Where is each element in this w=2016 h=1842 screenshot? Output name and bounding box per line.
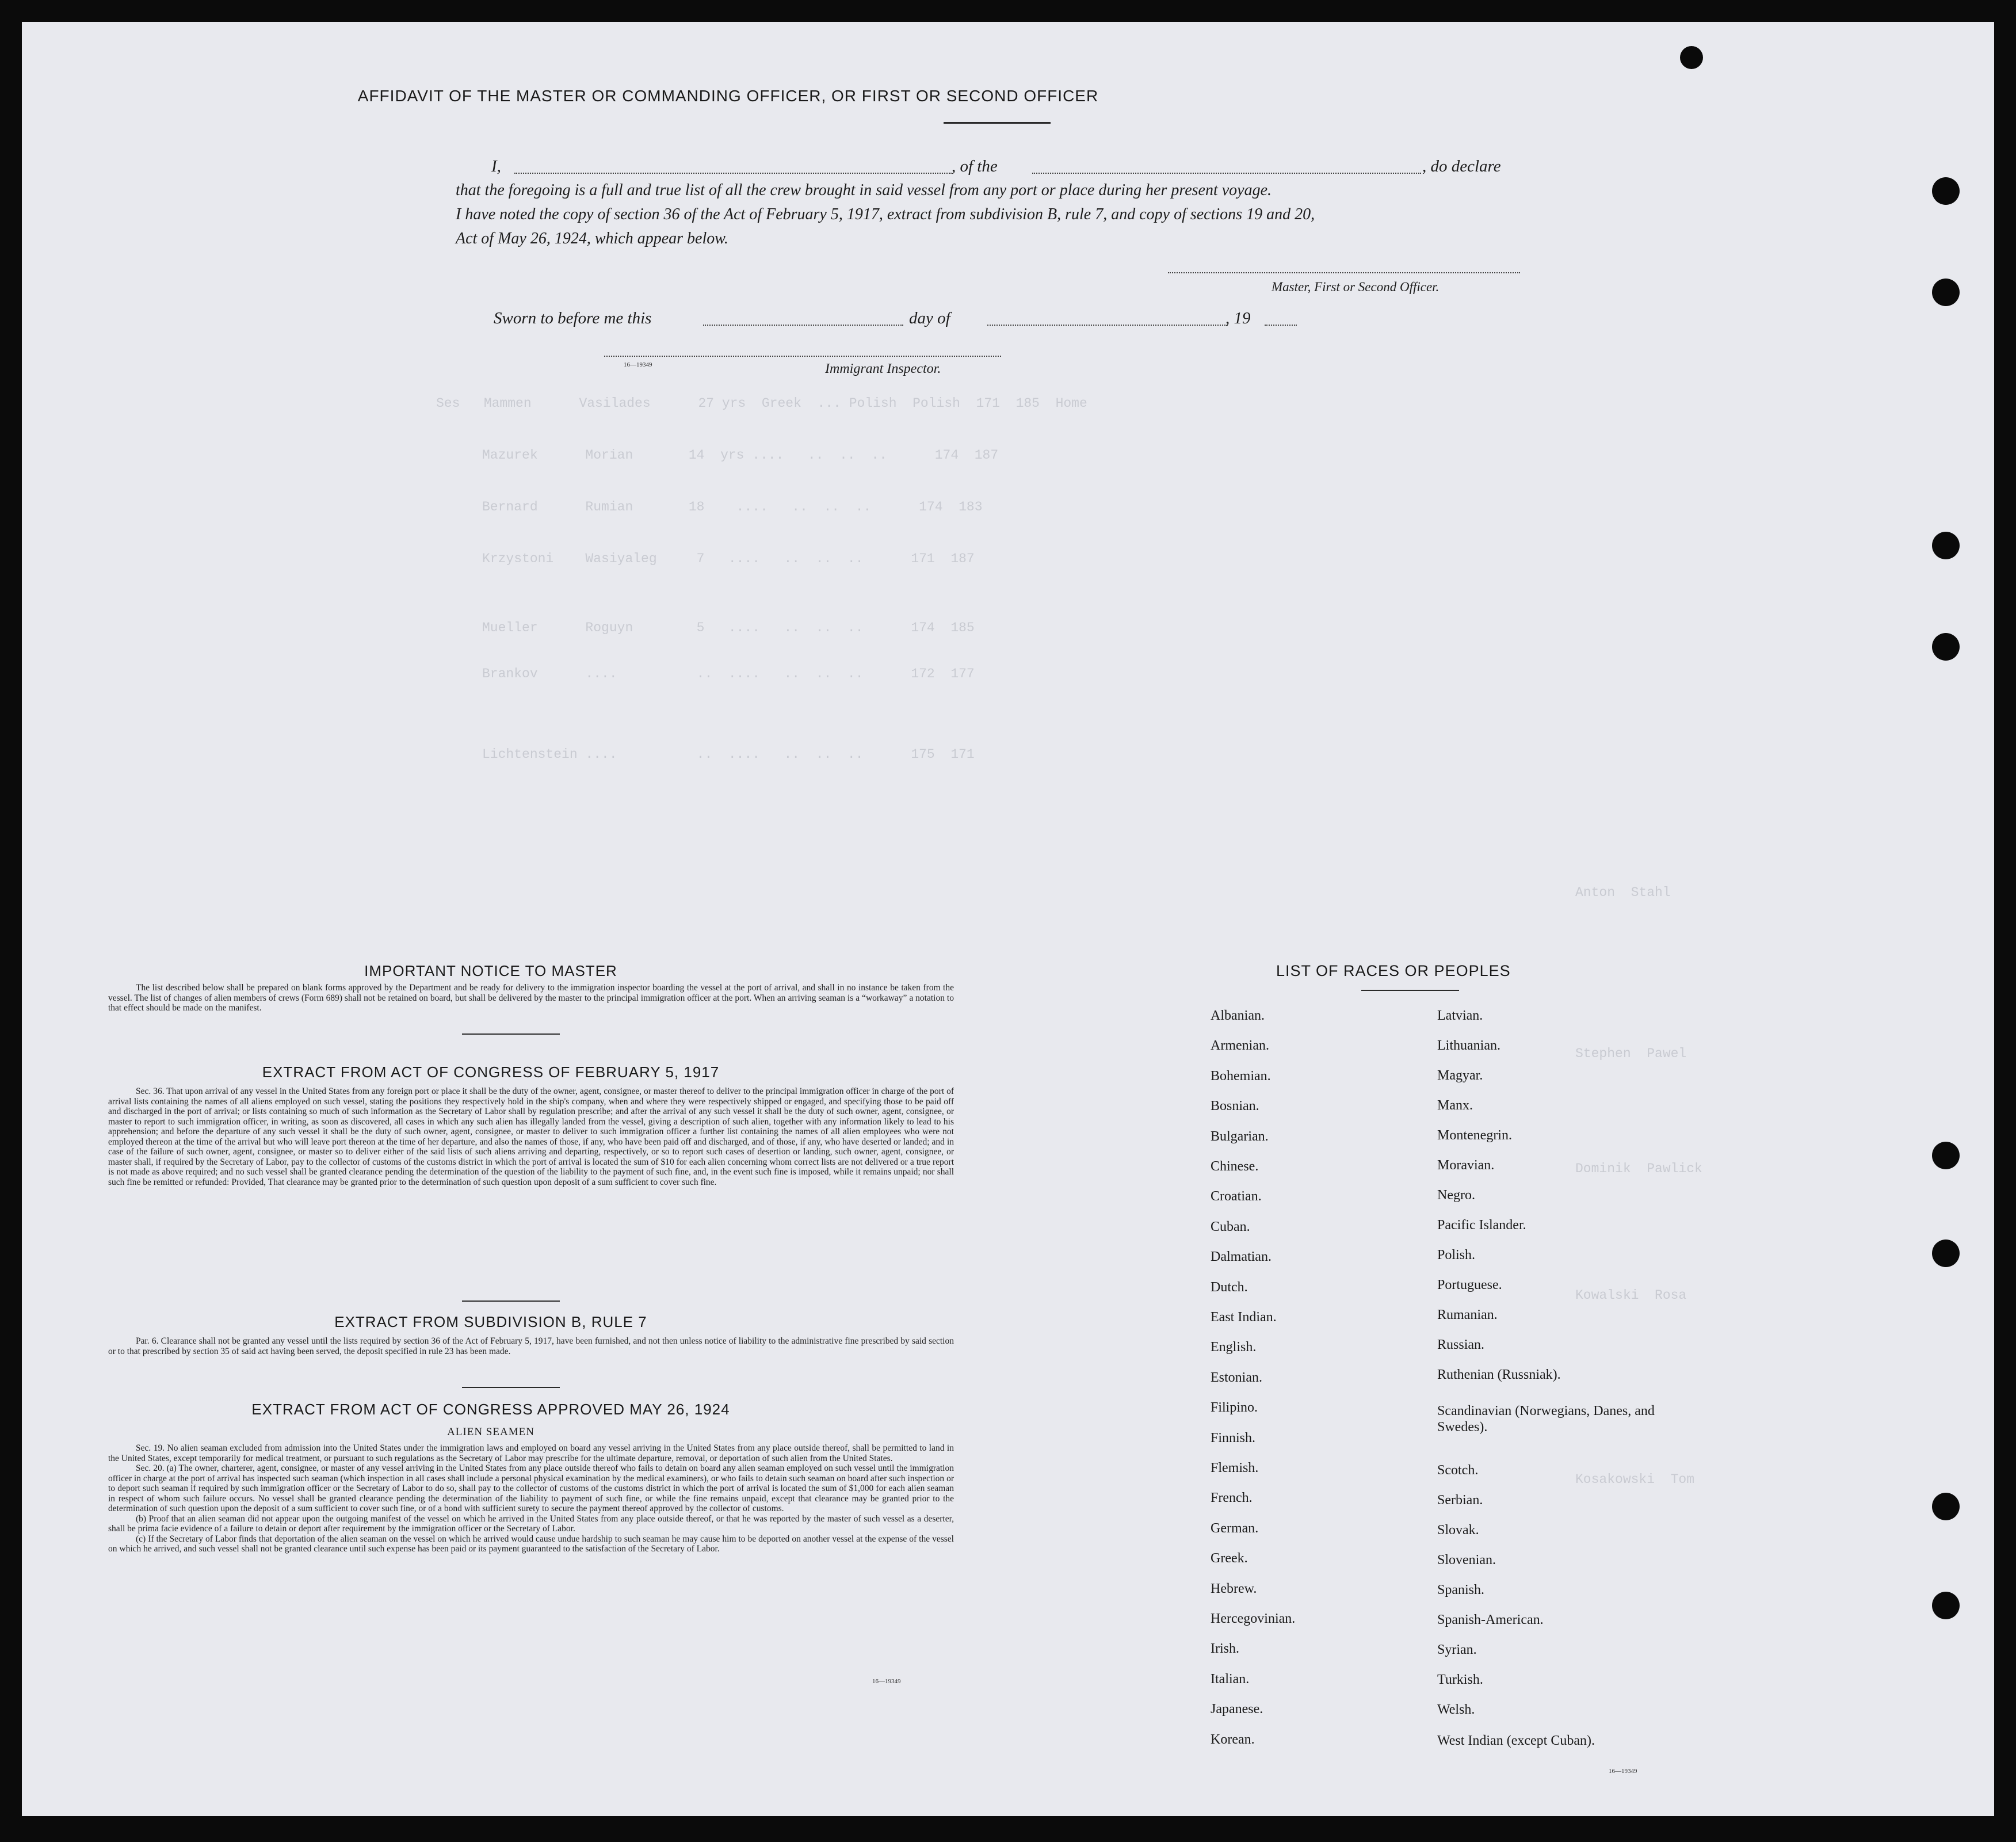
sworn-month-field[interactable]	[987, 325, 1228, 326]
master-caption: Master, First or Second Officer.	[1272, 280, 1440, 294]
sworn-year-prefix: , 19	[1225, 309, 1251, 327]
race-item: Magyar.	[1437, 1068, 1483, 1083]
declaration-declare: , do declare	[1422, 157, 1501, 176]
sworn-year-field[interactable]	[1265, 325, 1297, 326]
race-item: Welsh.	[1437, 1702, 1475, 1717]
vessel-name-field[interactable]	[1032, 173, 1421, 174]
declaration-line-4: Act of May 26, 1924, which appear below.	[456, 230, 728, 247]
race-item: German.	[1211, 1520, 1259, 1536]
section-20b-paragraph: (b) Proof that an alien seaman did not appear upon the outgoing manifest of the vessel on which he arrived in the United States from any place outside thereof, or that he was reported by the master of such vessel as a deserter, shall be prima facie evidence of a failure to detain or deport after requirement by the immigration officer or the Secretary of Labor.	[108, 1513, 954, 1534]
race-item: Polish.	[1437, 1248, 1476, 1263]
notice-text	[108, 983, 954, 1013]
binder-hole	[1932, 633, 1960, 661]
race-item: Japanese.	[1211, 1702, 1263, 1717]
race-item: Dalmatian.	[1211, 1249, 1272, 1265]
rule7-paragraph: Par. 6. Clearance shall not be granted any vessel until the lists required by section 36 of the Act of February 5, 1917, have been furnished, and not then unless notice of liability to the administrative fine prescribed by said section or to that prescribed by section 35 of said act having been served, the deposit specified in rule 23 has been made.	[108, 1336, 954, 1356]
binder-hole	[1932, 1240, 1960, 1267]
binder-hole	[1932, 1493, 1960, 1520]
races-title: LIST OF RACES OR PEOPLES	[1276, 962, 1511, 979]
form-number-races: 16—19349	[1609, 1768, 1637, 1775]
notice-title: IMPORTANT NOTICE TO MASTER	[364, 962, 617, 979]
binder-hole	[1932, 532, 1960, 559]
declaration-line-2: that the foregoing is a full and true list of all the crew brought in said vessel from any port or place during her present voyage.	[456, 181, 1272, 199]
race-item: Bulgarian.	[1211, 1128, 1269, 1144]
race-item: Latvian.	[1437, 1008, 1483, 1023]
sworn-text: Sworn to before me this	[494, 309, 652, 327]
race-item: Greek.	[1211, 1551, 1248, 1566]
section-20a-paragraph: Sec. 20. (a) The owner, charterer, agent, consignee, or master of any vessel arriving in the United States from any place outside thereof who fails to detain on board any alien seaman employed on such vessel until the immigration officer in charge at the port of arrival has inspected such seaman (which inspection in all cases shall include a personal physical examination by the medical examiners), or who fails to detain such seaman on board after such inspection or to deport such seaman if required by such immigration officer or the Secretary of Labor to do so, shall pay to the collector of customs of the customs district in which the port of arrival is located the sum of $1,000 for each alien seaman in respect of whom such failure occurs. No vessel shall be granted clearance pending the determination of the liability to payment of such fine, or while the fine remains unpaid, except that clearance may be granted prior to the determination of such question upon the deposit of a sum sufficient to cover such fine, or of a bond with sufficient surety to secure the payment thereof approved by the collector of customs.	[108, 1463, 954, 1513]
race-item: Scotch.	[1437, 1463, 1479, 1478]
race-item: Montenegrin.	[1437, 1128, 1512, 1143]
race-item: Flemish.	[1211, 1460, 1259, 1475]
section-rule	[462, 1301, 560, 1302]
race-item: Russian.	[1437, 1337, 1485, 1352]
race-item: Hebrew.	[1211, 1581, 1257, 1596]
race-item: Moravian.	[1437, 1158, 1495, 1173]
alien-seamen-subtitle: ALIEN SEAMEN	[447, 1426, 534, 1438]
officer-name-field[interactable]	[514, 173, 952, 174]
section-36-paragraph: Sec. 36. That upon arrival of any vessel in the United States from any foreign port or place it shall be the duty of the owner, agent, consignee, or master thereof to deliver to the principal immigration officer in charge of the port of arrival lists containing the names of all aliens employed on such vessel, stating the positions they respectively hold in the ship's company, when and where they were respectively shipped or engaged, and specifying those to be paid off and discharged in the port of arrival; or lists containing so much of such information as the Secretary of Labor shall by regulation prescribe; and after the arrival of any such vessel it shall be the duty of such owner, agent, consignee, or master to report to such immigration officer, in writing, as soon as discovered, all cases in which any such alien has illegally landed from the vessel, giving a description of such alien, together with any information likely to lead to his apprehension; and before the departure of any such vessel it shall be the duty of such owner, agent, consignee, or master to deliver to such immigration officer a further list containing the names of all alien employees who were not employed thereon at the time of the arrival but who will leave port thereon at the time of her departure, and also the names of those, if any, who have been paid off and discharged, and of those, if any, who have deserted or landed; and in case of the failure of such owner, agent, consignee, or master so to deliver either of the said lists of such aliens arriving and departing, respectively, or so to report such cases of desertion or landing, such owner, agent, consignee, or master shall, if required by the Secretary of Labor, pay to the collector of customs of the customs district in which the port of arrival is located the sum of $10 for each alien concerning whom correct lists are not delivered or a true report is not made as above required; and no such vessel shall be granted clearance pending the determination of the question of the liability to the payment of such fine, and, in the event such fine is imposed, while it remains unpaid; nor shall such fine be remitted or refunded: Provided, That clearance may be granted prior to the determination of such question upon deposit of a sum sufficient to cover such fine.	[108, 1086, 954, 1187]
race-item: Slovak.	[1437, 1523, 1479, 1538]
race-item: Italian.	[1211, 1671, 1250, 1687]
section-rule	[462, 1033, 560, 1035]
sworn-line	[494, 306, 1299, 330]
race-item: Negro.	[1437, 1188, 1475, 1203]
race-item: Turkish.	[1437, 1672, 1483, 1687]
race-item: Cuban.	[1211, 1219, 1250, 1234]
race-item: French.	[1211, 1490, 1253, 1506]
race-item: West Indian (except Cuban).	[1437, 1733, 1595, 1748]
binder-hole	[1932, 1592, 1960, 1619]
race-item: Korean.	[1211, 1732, 1255, 1747]
race-item: Bosnian.	[1211, 1099, 1259, 1114]
sworn-day-field[interactable]	[703, 325, 903, 326]
race-item: Spanish-American.	[1437, 1612, 1544, 1627]
section-20c-paragraph: (c) If the Secretary of Labor finds that deportation of the alien seaman on the vessel on which he arrived would cause undue hardship to such seaman he may cause him to be deported on another vessel at the expense of the vessel on which he arrived, and such vessel shall not be granted clearance until such expense has been paid or its payment guaranteed to the satisfaction of the Secretary of Labor.	[108, 1534, 954, 1554]
section-rule	[462, 1387, 560, 1388]
extract-rule7-title: EXTRACT FROM SUBDIVISION B, RULE 7	[334, 1313, 647, 1330]
notice-paragraph: The list described below shall be prepared on blank forms approved by the Department and be ready for delivery to the immigration inspector boarding the vessel at the port of arrival, and shall in no instance be taken from the vessel. The list of changes of alien members of crews (Form 689) shall not be retained on board, but shall be delivered by the master to the principal immigration officer at the port. When an arriving seaman is a “workaway” a notation to that effect should be made on the manifest.	[108, 983, 954, 1013]
race-item: Portuguese.	[1437, 1277, 1502, 1292]
race-item: Pacific Islander.	[1437, 1218, 1526, 1233]
race-item: Hercegovinian.	[1211, 1611, 1296, 1626]
master-signature-field[interactable]	[1168, 272, 1520, 273]
sworn-day-of: day of	[909, 309, 950, 327]
form-number-extract: 16—19349	[872, 1678, 901, 1685]
extract-1924-title: EXTRACT FROM ACT OF CONGRESS APPROVED MAY 26, 1924	[251, 1401, 730, 1418]
inspector-caption: Immigrant Inspector.	[825, 361, 941, 376]
declaration-of: , of the	[952, 157, 998, 176]
race-item: Estonian.	[1211, 1370, 1262, 1385]
affidavit-title-rule	[944, 122, 1051, 124]
declaration-line-3: I have noted the copy of section 36 of the Act of February 5, 1917, extract from subdivision B, rule 7, and copy of sections 19 and 20,	[456, 205, 1315, 223]
race-item: East Indian.	[1211, 1310, 1277, 1325]
race-item: Dutch.	[1211, 1279, 1248, 1295]
race-item: Manx.	[1437, 1098, 1473, 1113]
race-item: Albanian.	[1211, 1008, 1265, 1023]
extract-1917-title: EXTRACT FROM ACT OF CONGRESS OF FEBRUARY 5, 1917	[262, 1063, 720, 1081]
declaration-block	[456, 154, 1572, 251]
form-number-affidavit: 16—19349	[624, 361, 652, 368]
binder-hole	[1932, 1142, 1960, 1169]
race-item: Serbian.	[1437, 1493, 1483, 1508]
race-item: Slovenian.	[1437, 1553, 1496, 1568]
race-item: Syrian.	[1437, 1642, 1477, 1657]
extract-1924-text	[108, 1443, 954, 1554]
declaration-i: I,	[491, 157, 501, 176]
race-item: Lithuanian.	[1437, 1038, 1500, 1053]
extract-1917-text	[108, 1086, 954, 1187]
affidavit-title: AFFIDAVIT OF THE MASTER OR COMMANDING OFFICER, OR FIRST OR SECOND OFFICER	[357, 87, 1099, 105]
race-item: English.	[1211, 1340, 1257, 1355]
race-item: Ruthenian (Russniak).	[1437, 1367, 1561, 1382]
race-item: Croatian.	[1211, 1189, 1262, 1204]
race-item: Filipino.	[1211, 1400, 1258, 1416]
binder-hole	[1932, 177, 1960, 205]
race-item: Finnish.	[1211, 1430, 1256, 1446]
scanned-form-page: Ses Mammen Vasilades 27 yrs Greek ... Polish Polish 171 185 Home Mazurek Morian 14 yrs .... .. .. .. 174 187 Bernard Rumian 18 .... .. .. .. 174 183 Krzystoni Wasiyaleg 7 .... .. .. .. 171 187 Mueller Roguyn 5 .... .. .. .. 174 185 Brankov .... .. .... .. .. .. 172 177 Lichtenstein .... .. .... .. .. .. 175 171 Anton Stahl Stephen Pawel Dominik Pawlick Kowalski Rosa Kosakowski Tom AFFIDAVIT OF THE MASTER OR COMMANDING OFFICER, OR FIRST OR SECOND OFFICER I, , of the , do declare that the foregoing is a full and true list of all the crew brought in said vessel from any port or place during her present voyage. I have noted the copy of section 36 of the Act of February 5, 1917, extract from subdivision B, rule 7, and copy of sections 19 and 20, Act of May 26, 1924, which appear below. Master, First or Second Officer. Sworn to before me this day of , 19 16—19349 Immigrant Inspector. IMPORTANT NOTICE TO MASTER The list described below shall be prepared on blank forms approved by the Department and be ready for delivery to the immigration inspector boarding the vessel at the port of arrival, and shall in no instance be taken from the vessel. The list of changes of alien members of crews (Form 689) shall not be retained on board, but shall be delivered by the master to the principal immigration officer at the port. When an arriving seaman is a “workaway” a notation to that effect should be made on the manifest. EXTRACT FROM ACT OF CONGRESS OF FEBRUARY 5, 1917 Sec. 36. That upon arrival of any vessel in the United States from any foreign port or place it shall be the duty of the owner, agent, consignee, or master thereof to deliver to the principal immigration officer in charge of the port of arrival lists containing the names of all aliens employed on such vessel, stating the positions they respectively hold in the ship's company, when and where they were respectively shipped or engaged, and specifying those to be paid off and discharged in the port of arrival; or lists containing so much of such information as the Secretary of Labor shall by regulation prescribe; and after the arrival of any such vessel it shall be the duty of such owner, agent, consignee, or master to report to such immigration officer, in writing, as soon as discovered, all cases in which any such alien has illegally landed from the vessel, giving a description of such alien, together with any information likely to lead to his apprehension; and before the departure of any such vessel it shall be the duty of such owner, agent, consignee, or master to deliver to such immigration officer a further list containing the names of all alien employees who were not employed thereon at the time of the arrival but who will leave port thereon at the time of her departure, and also the names of those, if any, who have been paid off and discharged, and of those, if any, who have deserted or landed; and in case of the failure of such owner, agent, consignee, or master so to deliver either of the said lists of such aliens arriving and departing, respectively, or so to report such cases of desertion or landing, such owner, agent, consignee, or master shall, if required by the Secretary of Labor, pay to the collector of customs of the customs district in which the port of arrival is located the sum of $10 for each alien concerning whom correct lists are not delivered or a true report is not made as above required; and no such vessel shall be granted clearance pending the determination of the question of the liability to the payment of such fine, and, in the event such fine is imposed, while it remains unpaid; nor shall such fine be remitted or refunded: Provided, That clearance may be granted prior to the determination of such question upon deposit of a sum sufficient to cover such fine. EXTRACT FROM SUBDIVISION B, RULE 7 Par. 6. Clearance shall not be granted any vessel until the lists required by section 36 of the Act of February 5, 1917, have been furnished, and not then unless notice of liability to the administrative fine prescribed by said section or to that prescribed by section 35 of said act having been served, the deposit specified in rule 23 has been made. EXTRACT FROM ACT OF CONGRESS APPROVED MAY 26, 1924 ALIEN SEAMEN Sec. 19. No alien seaman excluded from admission into the United States under the immigration laws and employed on board any vessel arriving in the United States from any place outside thereof, shall be permitted to land in the United States, except temporarily for medical treatment, or pursuant to such regulations as the Secretary of Labor may prescribe for the ultimate departure, removal, or deportation of such alien from the United States. Sec. 20. (a) The owner, charterer, agent, consignee, or master of any vessel arriving in the United States from any place outside thereof who fails to detain on board any alien seaman employed on such vessel until the immigration officer in charge at the port of arrival has inspected such seaman (which inspection in all cases shall include a personal physical examination by the medical examiners), or who fails to detain such seaman on board after such inspection or to deport such seaman if required by such immigration officer or the Secretary of Labor to do so, shall pay to the collector of customs of the customs district in which the port of arrival is located the sum of $1,000 for each alien seaman in respect of whom such failure occurs. No vessel shall be granted clearance pending the determination of the liability to payment of such fine, or while the fine remains unpaid, except that clearance may be granted prior to the determination of such question upon the deposit of a sum sufficient to cover such fine, or of a bond with sufficient surety to secure the payment thereof approved by the collector of customs. (b) Proof that an alien seaman did not appear upon the outgoing manifest of the vessel on which he arrived in the United States from any place outside thereof, or that he was reported by the master of such vessel as a deserter, shall be prima facie evidence of a failure to detain or deport after requirement by the immigration officer or the Secretary of Labor. (c) If the Secretary of Labor finds that deportation of the alien seaman on the vessel on which he arrived would cause undue hardship to such seaman he may cause him to be deported on another vessel at the expense of the vessel on which he arrived, and such vessel shall not be granted clearance until such expense has been paid or its payment guaranteed to the satisfaction of the Secretary of Labor. 16—19349 LIST OF RACES OR PEOPLES Albanian. Armenian. Bohemian. Bosnian. Bulgarian. Chinese. Croatian. Cuban. Dalmatian. Dutch. East Indian. English. Estonian. Filipino. Finnish. Flemish. French. German. Greek. Hebrew. Hercegovinian. Irish. Italian. Japanese. Korean. Latvian. Lithuanian. Magyar. Manx. Montenegrin. Moravian. Negro. Pacific Islander. Polish. Portuguese. Rumanian. Russian. Ruthenian (Russniak). Scandinavian (Norwegians, Danes, and Swedes). Scotch. Serbian. Slovak. Slovenian. Spanish. Spanish-American. Syrian. Turkish. Welsh. West Indian (except Cuban). 16—19349	[22, 22, 1994, 1816]
section-19-paragraph: Sec. 19. No alien seaman excluded from admission into the United States under the immigration laws and employed on board any vessel arriving in the United States from any place outside thereof, shall be permitted to land in the United States, except temporarily for medical treatment, or pursuant to such regulations as the Secretary of Labor may prescribe for the ultimate departure, removal, or deportation of such alien from the United States.	[108, 1443, 954, 1463]
race-item: Chinese.	[1211, 1159, 1259, 1174]
race-item: Armenian.	[1211, 1038, 1269, 1054]
races-title-rule	[1361, 990, 1459, 991]
race-item: Spanish.	[1437, 1582, 1485, 1597]
binder-hole	[1932, 279, 1960, 306]
race-item: Rumanian.	[1437, 1307, 1498, 1322]
race-item: Bohemian.	[1211, 1068, 1271, 1084]
extract-rule7-text	[108, 1336, 954, 1356]
race-item: Irish.	[1211, 1641, 1239, 1657]
inspector-signature-field[interactable]	[604, 356, 1001, 357]
binder-hole	[1680, 46, 1703, 69]
race-item: Scandinavian (Norwegians, Danes, and Swedes).	[1437, 1404, 1655, 1435]
